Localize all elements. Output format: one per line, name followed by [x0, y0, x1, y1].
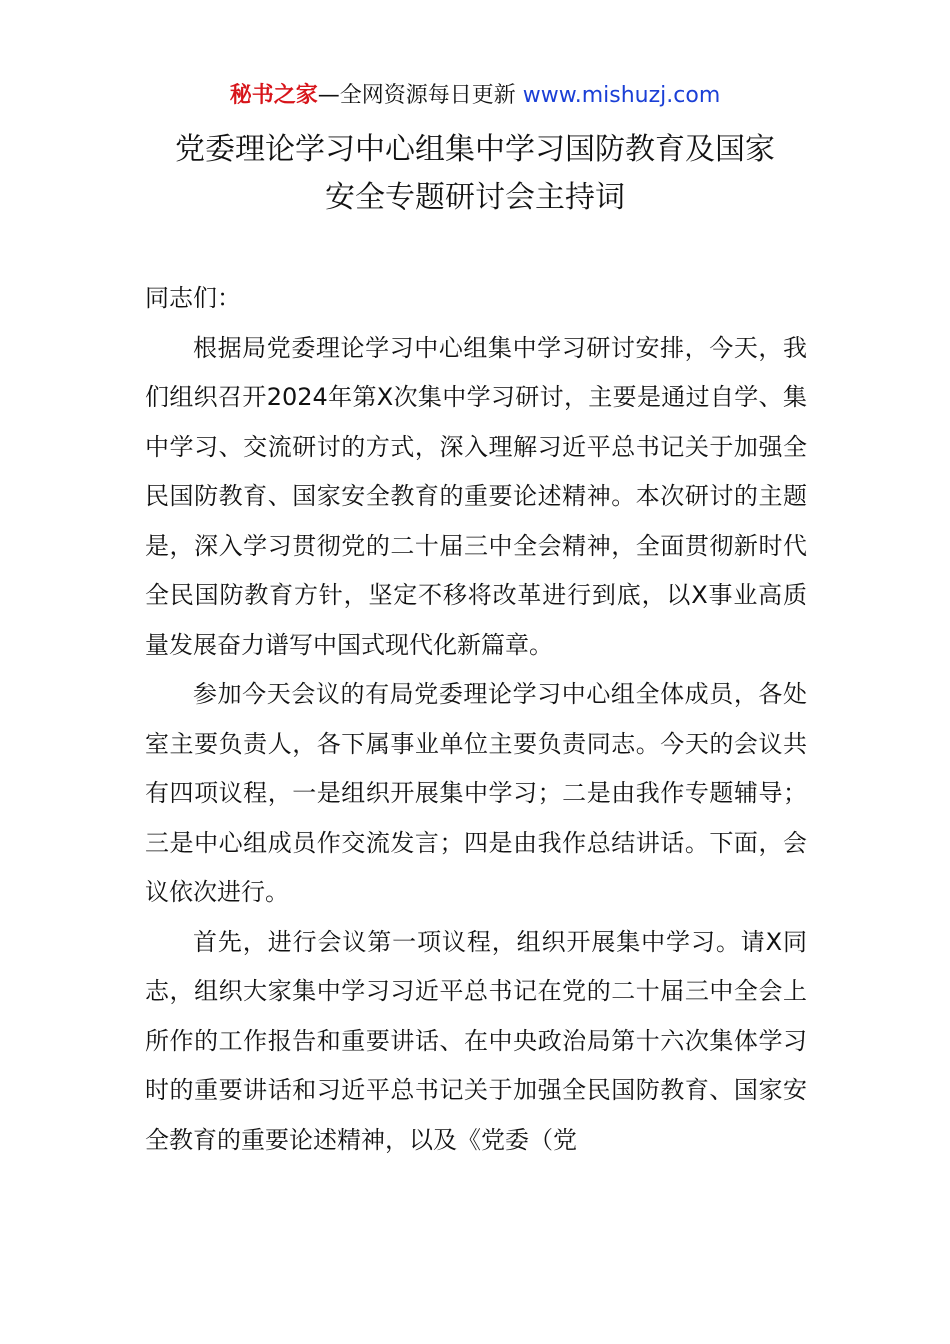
paragraph-1: 根据局党委理论学习中心组集中学习研讨安排，今天，我们组织召开2024年第X次集中学习研讨，主要是通过自学、集中学习、交流研讨的方式，深入理解习近平总书记关于加强全民国防教育、国家安全教育的重要论述精神。本次研讨的主题是，深入学习贯彻党的二十届三中全会精神，全面贯彻新时代全民国防教育方针，坚定不移将改革进行到底，以X事业高质量发展奋力谱写中国式现代化新篇章。 — [145, 333, 807, 659]
title-line-1: 党委理论学习中心组集中学习国防教育及国家 — [175, 132, 775, 167]
paragraph-2: 参加今天会议的有局党委理论学习中心组全体成员，各处室主要负责人，各下属事业单位主要负责同志。今天的会议共有四项议程，一是组织开展集中学习；二是由我作专题辅导；三是中心组成员作交流发言；四是由我作总结讲话。下面，会议依次进行。 — [145, 680, 807, 906]
site-url-link[interactable]: www.mishuzj.com — [522, 83, 721, 108]
document-title — [120, 126, 830, 222]
salutation: 同志们： — [145, 284, 241, 312]
document-body — [145, 274, 807, 1165]
title-line-2: 安全专题研讨会主持词 — [325, 180, 625, 215]
brand-name: 秘书之家 — [229, 83, 318, 108]
header-tagline: —全网资源每日更新 — [317, 83, 516, 108]
site-header — [0, 78, 950, 114]
paragraph-3: 首先，进行会议第一项议程，组织开展集中学习。请X同志，组织大家集中学习习近平总书记在党的二十届三中全会上所作的工作报告和重要讲话、在中央政治局第十六次集体学习时的重要讲话和习近平总书记关于加强全民国防教育、国家安全教育的重要论述精神，以及《党委（党 — [145, 927, 807, 1154]
